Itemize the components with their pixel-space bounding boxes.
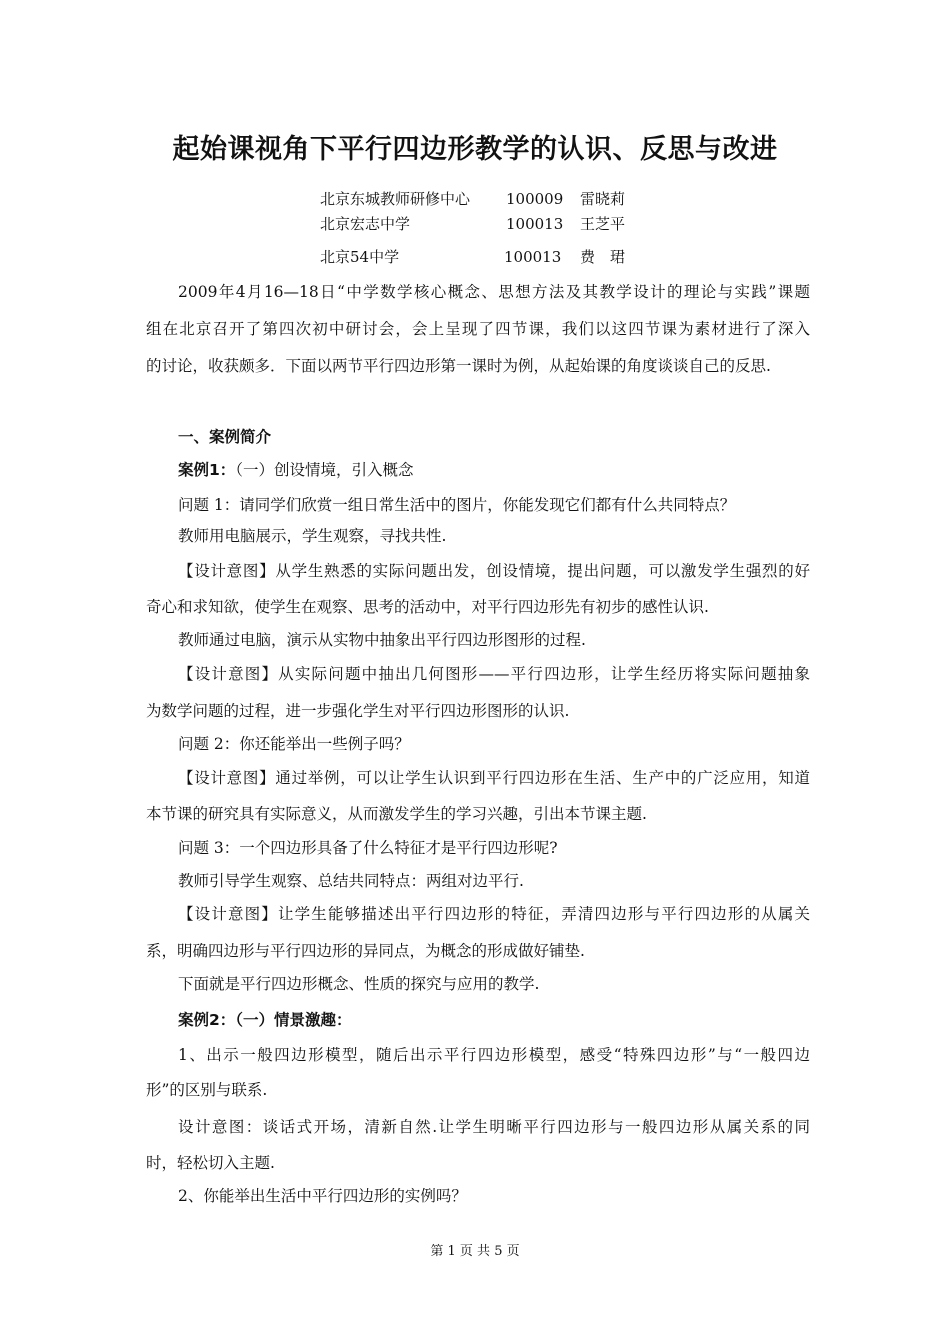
author-name: 雷晓莉 (580, 190, 626, 208)
body-line: 【设计意图】从学生熟悉的实际问题出发，创设情境，提出问题，可以激发学生强烈的好 (178, 562, 810, 580)
author-name: 王芝平 (580, 215, 626, 233)
section-heading: 一、案例简介 (178, 428, 272, 446)
body-line: 【设计意图】从实际问题中抽出几何图形——平行四边形，让学生经历将实际问题抽象 (178, 665, 810, 683)
author-zip: 100013 (506, 215, 564, 233)
author-org: 北京东城教师研修中心 (320, 190, 471, 208)
body-line: 奇心和求知欲，使学生在观察、思考的活动中，对平行四边形先有初步的感性认识. (146, 598, 709, 616)
intro-line: 2009年4月16—18日“中学数学核心概念、思想方法及其教学设计的理论与实践”课题 (178, 283, 810, 301)
body-line: 形”的区别与联系. (146, 1081, 268, 1099)
body-line: 教师引导学生观察、总结共同特点：两组对边平行. (178, 872, 524, 890)
page-footer: 第 1 页 共 5 页 (430, 1244, 520, 1259)
body-line: 问题 2：你还能举出一些例子吗？ (178, 735, 410, 753)
page-title: 起始课视角下平行四边形教学的认识、反思与改进 (172, 134, 778, 165)
case1-title: （一）创设情境，引入概念 (235, 461, 414, 479)
body-line: 为数学问题的过程，进一步强化学生对平行四边形图形的认识. (146, 702, 570, 720)
author-org: 北京54中学 (320, 248, 400, 266)
author-zip: 100013 (504, 248, 562, 266)
body-line: 系，明确四边形与平行四边形的异同点，为概念的形成做好铺垫. (146, 942, 585, 960)
body-line: 时，轻松切入主题. (146, 1154, 275, 1172)
intro-line: 的讨论，收获颇多．下面以两节平行四边形第一课时为例，从起始课的角度谈谈自己的反思. (146, 357, 771, 375)
author-name: 费 珺 (580, 248, 626, 266)
body-line: 1、出示一般四边形模型，随后出示平行四边形模型，感受“特殊四边形”与“一般四边 (178, 1046, 810, 1064)
intro-line: 组在北京召开了第四次初中研讨会，会上呈现了四节课，我们以这四节课为素材进行了深入 (146, 320, 810, 338)
body-line: 教师用电脑展示，学生观察，寻找共性. (178, 527, 447, 545)
body-line: 2、你能举出生活中平行四边形的实例吗？ (178, 1187, 467, 1205)
body-line: 设计意图：谈话式开场，清新自然.让学生明晰平行四边形与一般四边形从属关系的同 (178, 1118, 810, 1136)
author-org: 北京宏志中学 (320, 215, 411, 233)
case1-label: 案例1： (178, 461, 236, 479)
case1-heading (178, 458, 810, 482)
case2-heading: 案例2：（一）情景激趣： (178, 1011, 352, 1029)
body-line: 【设计意图】通过举例，可以让学生认识到平行四边形在生活、生产中的广泛应用，知道 (178, 769, 810, 787)
body-line: 下面就是平行四边形概念、性质的探究与应用的教学. (178, 975, 540, 993)
body-line: 问题 3：一个四边形具备了什么特征才是平行四边形呢? (178, 839, 558, 857)
body-line: 本节课的研究具有实际意义，从而激发学生的学习兴趣，引出本节课主题. (146, 805, 647, 823)
author-zip: 100009 (506, 190, 564, 208)
body-line: 问题 1：请同学们欣赏一组日常生活中的图片，你能发现它们都有什么共同特点？ (178, 496, 736, 514)
body-line: 【设计意图】让学生能够描述出平行四边形的特征，弄清四边形与平行四边形的从属关 (178, 905, 810, 923)
body-line: 教师通过电脑，演示从实物中抽象出平行四边形图形的过程. (178, 631, 586, 649)
